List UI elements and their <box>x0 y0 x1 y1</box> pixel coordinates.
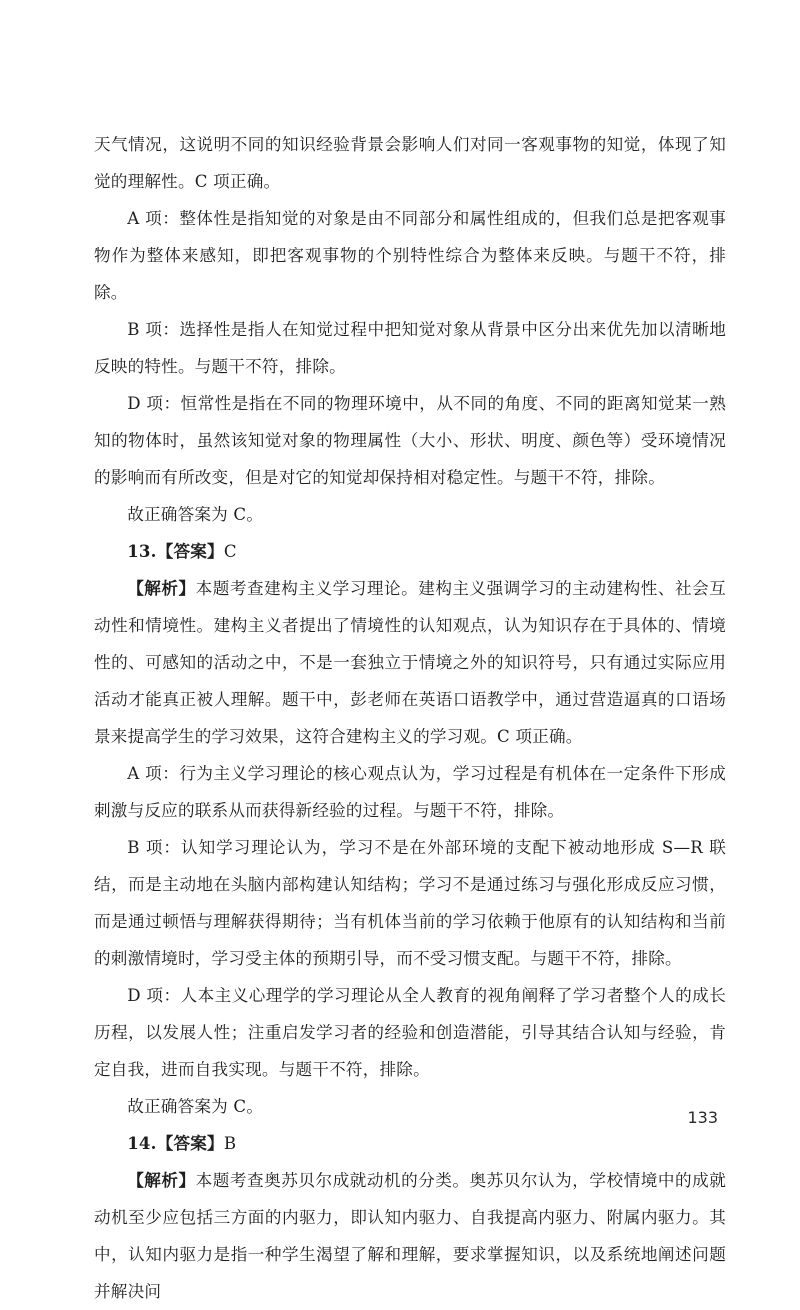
paragraph-option-a-behaviorism <box>94 755 726 829</box>
paragraph-text: 故正确答案为 C。 <box>127 1097 264 1116</box>
paragraph-option-a-wholeness <box>94 200 726 311</box>
analysis-13 <box>94 570 726 755</box>
paragraph-option-b-cognitivism <box>94 829 726 977</box>
page-number: 133 <box>687 1108 718 1127</box>
answer-14 <box>94 1125 726 1162</box>
page-body <box>94 126 726 1310</box>
paragraph-text: 本题考查建构主义学习理论。建构主义强调学习的主动建构性、社会互动性和情境性。建构主义者提出了情境性的认知观点，认为知识存在于具体的、情境性的、可感知的活动之中，不是一套独立于情境之外的知识符号，只有通过实际应用活动才能真正被人理解。题干中，彭老师在英语口语教学中，通过营造逼真的口语场景来提高学生的学习效果，这符合建构主义的学习观。C 项正确。 <box>94 579 726 746</box>
paragraph-text: A 项：行为主义学习理论的核心观点认为，学习过程是有机体在一定条件下形成刺激与反应的联系从而获得新经验的过程。与题干不符，排除。 <box>94 764 726 820</box>
analysis-label: 【解析】 <box>127 1170 196 1190</box>
answer-value: C <box>223 542 237 561</box>
paragraph-text: B 项：认知学习理论认为，学习不是在外部环境的支配下被动地形成 S—R 联结，而是主动地在头脑内部构建认知结构；学习不是通过练习与强化形成反应习惯，而是通过顿悟与理解获得期待；当有机体当前的学习依赖于他原有的认知结构和当前的刺激情境时，学习受主体的预期引导，而不受习惯支配。与题干不符，排除。 <box>94 838 726 968</box>
paragraph-text: D 项：恒常性是指在不同的物理环境中，从不同的角度、不同的距离知觉某一熟知的物体时，虽然该知觉对象的物理属性（大小、形状、明度、颜色等）受环境情况的影响而有所改变，但是对它的知觉却保持相对稳定性。与题干不符，排除。 <box>94 394 726 487</box>
paragraph-text: A 项：整体性是指知觉的对象是由不同部分和属性组成的，但我们总是把客观事物作为整体来感知，即把客观事物的个别特性综合为整体来反映。与题干不符，排除。 <box>94 209 726 302</box>
answer-label: 14.【答案】 <box>127 1133 224 1153</box>
paragraph-conclusion-12 <box>94 496 726 533</box>
paragraph-conclusion-13 <box>94 1088 726 1125</box>
paragraph-text: 故正确答案为 C。 <box>127 505 264 524</box>
answer-value: B <box>223 1134 237 1153</box>
analysis-14 <box>94 1162 726 1310</box>
paragraph-text: 天气情况，这说明不同的知识经验背景会影响人们对同一客观事物的知觉，体现了知觉的理解性。C 项正确。 <box>94 135 726 191</box>
answer-13 <box>94 533 726 570</box>
paragraph-continuation <box>94 126 726 200</box>
paragraph-text: 本题考查奥苏贝尔成就动机的分类。奥苏贝尔认为，学校情境中的成就动机至少应包括三方面的内驱力，即认知内驱力、自我提高内驱力、附属内驱力。其中，认知内驱力是指一种学生渴望了解和理解，要求掌握知识，以及系统地阐述问题并解决问 <box>94 1171 726 1301</box>
paragraph-option-d-humanism <box>94 977 726 1088</box>
answer-label: 13.【答案】 <box>127 541 224 561</box>
paragraph-option-b-selectivity <box>94 311 726 385</box>
analysis-label: 【解析】 <box>127 578 196 598</box>
paragraph-text: B 项：选择性是指人在知觉过程中把知觉对象从背景中区分出来优先加以清晰地反映的特性。与题干不符，排除。 <box>94 320 726 376</box>
paragraph-text: D 项：人本主义心理学的学习理论从全人教育的视角阐释了学习者整个人的成长历程，以发展人性；注重启发学习者的经验和创造潜能，引导其结合认知与经验，肯定自我，进而自我实现。与题干不符，排除。 <box>94 986 726 1079</box>
paragraph-option-d-constancy <box>94 385 726 496</box>
